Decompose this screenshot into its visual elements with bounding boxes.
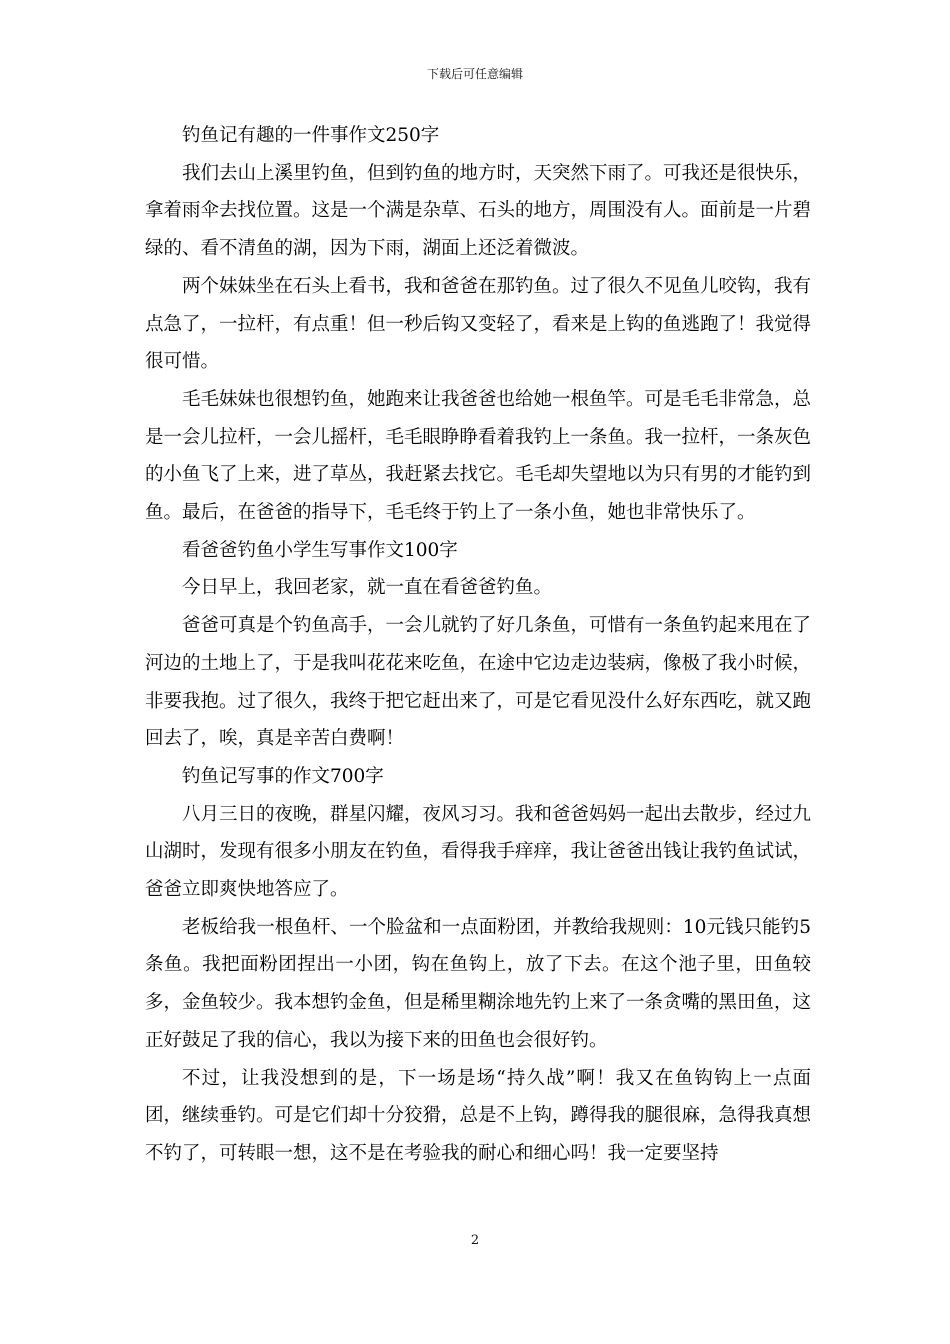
document-body <box>145 117 811 1173</box>
paragraph: 不过，让我没想到的是，下一场是场“持久战”啊！我又在鱼钩钩上一点面团，继续垂钓。可是它们却十分狡猾，总是不上钩，蹲得我的腿很麻，急得我真想不钓了，可转眼一想，这不是在考验我的耐心和细心吗！我一定要坚持 <box>145 1067 812 1164</box>
paragraph: 两个妹妹坐在石头上看书，我和爸爸在那钓鱼。过了很久不见鱼儿咬钩，我有点急了，一拉杆，有点重！但一秒后钩又变轻了，看来是上钩的鱼逃跑了！我觉得很可惜。 <box>145 275 812 373</box>
page-number: 2 <box>470 1233 480 1248</box>
essay-title-3: 钓鱼记写事的作文700字 <box>182 765 384 787</box>
paragraph: 毛毛妹妹也很想钓鱼，她跑来让我爸爸也给她一根鱼竿。可是毛毛非常急，总是一会儿拉杆，一会儿摇杆，毛毛眼睁睁看着我钓上一条鱼。我一拉杆，一条灰色的小鱼飞了上来，进了草丛，我赶紧去找它。毛毛却失望地以为只有男的才能钓到鱼。最后，在爸爸的指导下，毛毛终于钓上了一条小鱼，她也非常快乐了。 <box>145 388 812 524</box>
paragraph: 今日早上，我回老家，就一直在看爸爸钓鱼。 <box>182 577 553 599</box>
paragraph: 老板给我一根鱼杆、一个脸盆和一点面粉团，并教给我规则：10元钱只能钓5条鱼。我把面粉团捏出一小团，钩在鱼钩上，放了下去。在这个池子里，田鱼较多，金鱼较少。我本想钓金鱼，但是稀里糊涂地先钓上来了一条贪嘴的黑田鱼，这正好鼓足了我的信心，我以为接下来的田鱼也会很好钓。 <box>145 916 812 1051</box>
paragraph: 爸爸可真是个钓鱼高手，一会儿就钓了好几条鱼，可惜有一条鱼钓起来甩在了河边的土地上了，于是我叫花花来吃鱼，在途中它边走边装病，像极了我小时候，非要我抱。过了很久，我终于把它赶出来了，可是它看见没什么好东西吃，就又跑回去了，唉，真是辛苦白费啊！ <box>145 615 812 750</box>
paragraph: 八月三日的夜晚，群星闪耀，夜风习习。我和爸爸妈妈一起出去散步，经过九山湖时，发现有很多小朋友在钓鱼，看得我手痒痒，我让爸爸出钱让我钓鱼试试，爸爸立即爽快地答应了。 <box>145 803 812 901</box>
essay-title-2: 看爸爸钓鱼小学生写事作文100字 <box>182 539 458 561</box>
paragraph: 我们去山上溪里钓鱼，但到钓鱼的地方时，天突然下雨了。可我还是很快乐，拿着雨伞去找位置。这是一个满是杂草、石头的地方，周围没有人。面前是一片碧绿的、看不清鱼的湖，因为下雨，湖面上还泛着微波。 <box>145 162 812 260</box>
page-header-note: 下载后可任意编辑 <box>426 67 523 81</box>
essay-title-1: 钓鱼记有趣的一件事作文250字 <box>182 125 440 146</box>
